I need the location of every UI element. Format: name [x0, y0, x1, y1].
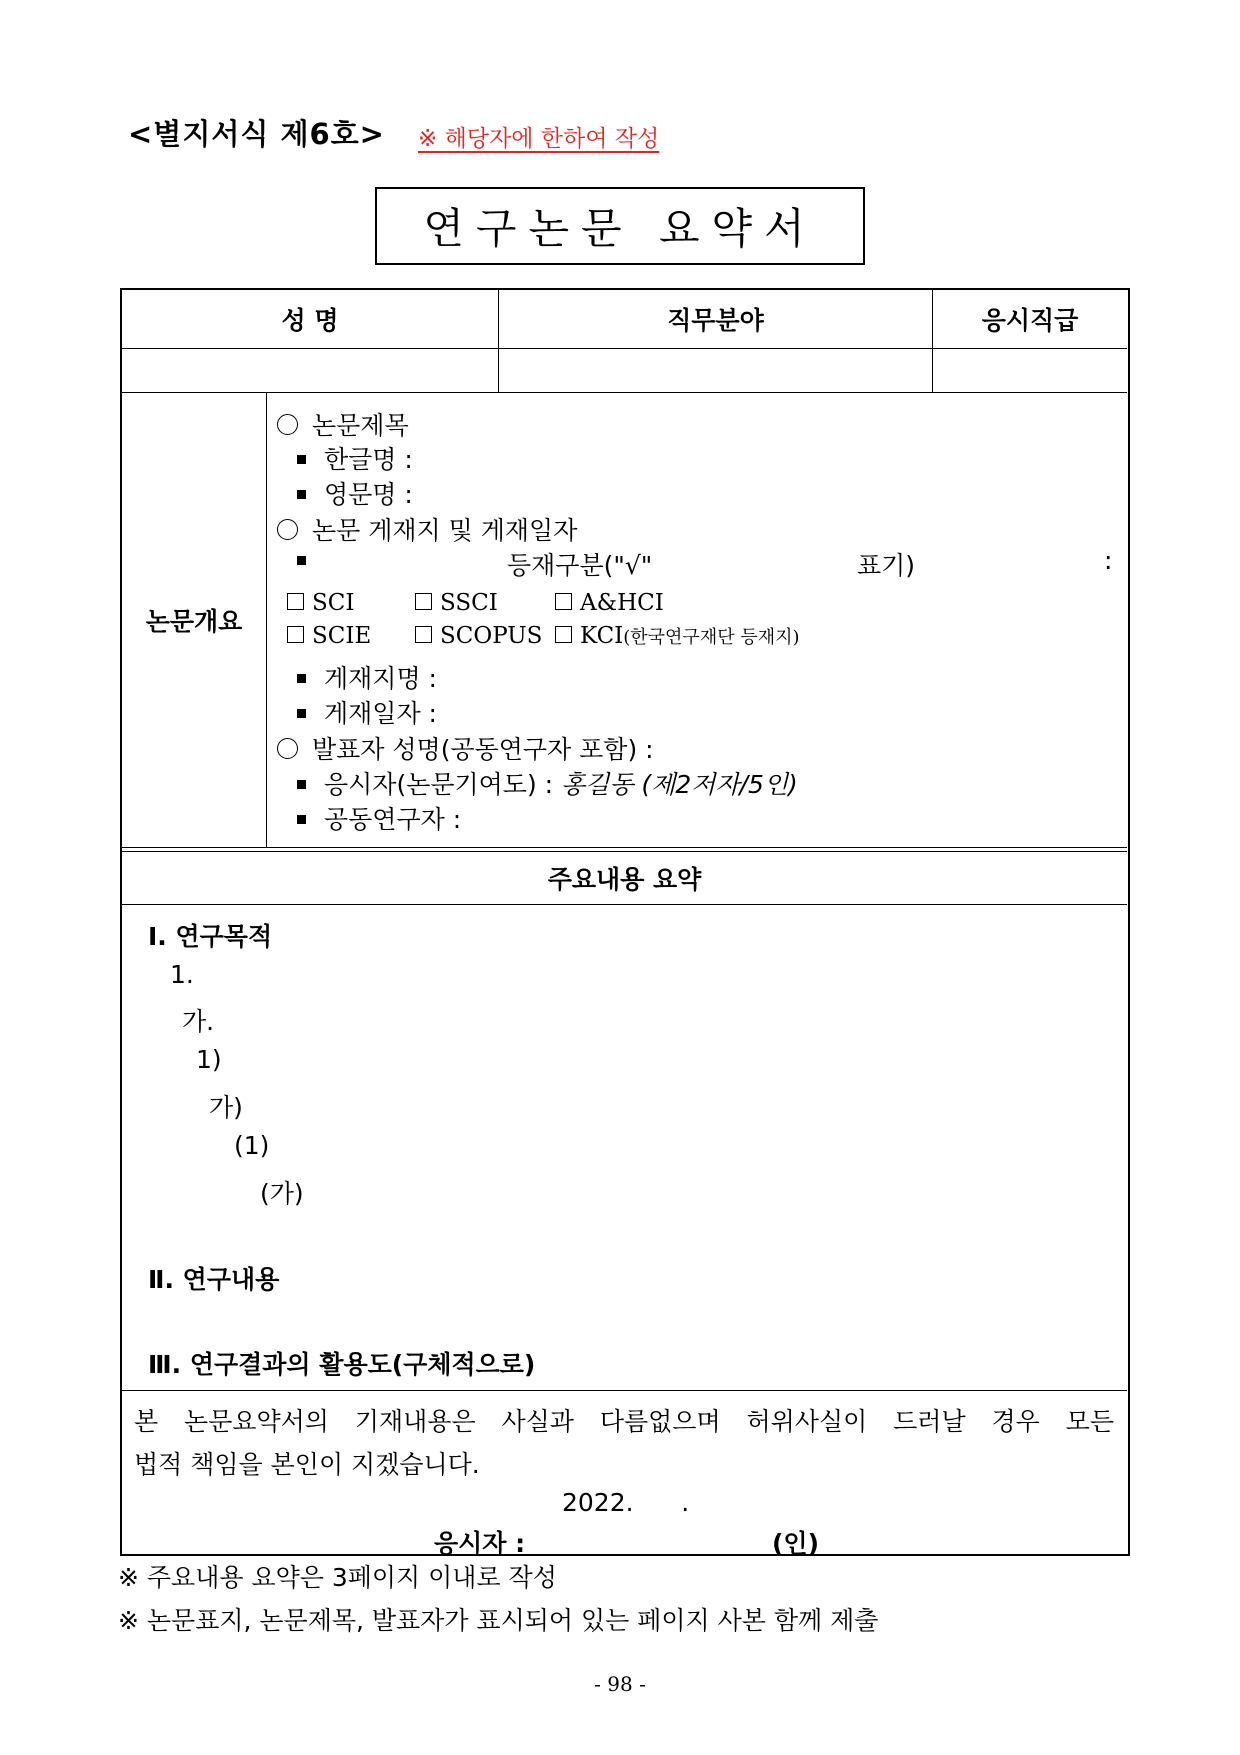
checkbox-scopus[interactable]: SCOPUS — [415, 623, 542, 649]
checkbox-icon — [415, 593, 432, 610]
rule-overview-bottom-a — [122, 847, 1127, 848]
summary-heading: 주요내용 요약 — [547, 865, 702, 894]
category-colon: : — [1104, 546, 1113, 575]
section-purpose: Ⅰ. 연구목적 — [148, 922, 273, 951]
form-number-label: <별지서식 제6호> — [128, 117, 385, 151]
square-bullet-icon — [297, 674, 306, 683]
name-input-cell[interactable] — [122, 349, 498, 392]
journal-name-item[interactable]: 게재지명 : — [297, 659, 437, 695]
square-bullet-icon — [297, 780, 306, 789]
declaration-date[interactable]: 2022. . — [562, 1488, 690, 1517]
header-name: 성 명 — [281, 306, 339, 335]
checkbox-icon — [555, 626, 572, 643]
declaration-line-1: 본 논문요약서의 기재내용은 사실과 다름없으며 허위사실이 드러날 경우 모든 — [134, 1407, 1114, 1436]
outline-level-2[interactable]: 가. — [182, 1007, 215, 1036]
category-label: 등재구분("√" — [507, 551, 653, 580]
english-title-item[interactable]: 영문명 : — [297, 475, 413, 511]
applicant-example: 홍길동 (제2저자/5인) — [561, 770, 798, 799]
rule-summary-head-bottom — [122, 904, 1127, 905]
checkbox-ssci[interactable]: SSCI — [415, 590, 498, 616]
outline-level-4[interactable]: 가) — [209, 1093, 243, 1122]
presenters-item: 발표자 성명(공동연구자 포함) : — [277, 730, 654, 766]
category-suffix: 표기) — [857, 551, 916, 580]
header-grade: 응시직급 — [981, 306, 1079, 335]
section-utilization: Ⅲ. 연구결과의 활용도(구체적으로) — [148, 1350, 536, 1379]
square-bullet-icon — [297, 815, 306, 824]
page-number: - 98 - — [594, 1672, 646, 1696]
rule-input-bottom — [122, 392, 1127, 393]
outline-level-5[interactable]: (1) — [234, 1131, 270, 1160]
square-bullet-icon — [297, 490, 306, 499]
form-table — [120, 288, 1130, 1556]
applicability-note: ※ 해당자에 한하여 작성 — [418, 126, 660, 152]
rule-overview-label — [266, 392, 267, 847]
checkbox-icon — [415, 626, 432, 643]
checkbox-scie[interactable]: SCIE — [287, 623, 371, 649]
applicant-contribution-item[interactable]: 응시자(논문기여도) : 홍길동 (제2저자/5인) — [297, 765, 798, 801]
pub-date-item[interactable]: 게재일자 : — [297, 694, 437, 730]
korean-title-item[interactable]: 한글명 : — [297, 440, 413, 476]
footnote-submit-copies: ※ 논문표지, 논문제목, 발표자가 표시되어 있는 페이지 사본 함께 제출 — [118, 1606, 879, 1635]
declaration-line-2: 법적 책임을 본인이 지겠습니다. — [134, 1450, 480, 1479]
outline-level-1[interactable]: 1. — [170, 960, 194, 989]
square-bullet-icon — [297, 556, 306, 565]
paper-title-item: 논문제목 — [277, 406, 409, 442]
circle-bullet-icon — [277, 519, 298, 540]
checkbox-icon — [287, 593, 304, 610]
outline-level-6[interactable]: (가) — [260, 1179, 304, 1208]
checkbox-icon — [555, 593, 572, 610]
applicant-signature-field[interactable] — [542, 1524, 762, 1554]
circle-bullet-icon — [277, 414, 298, 435]
header-field: 직무분야 — [667, 306, 764, 335]
document-title: 연구논문 요약서 — [375, 187, 865, 265]
publication-item: 논문 게재지 및 게재일자 — [277, 511, 577, 547]
square-bullet-icon — [297, 709, 306, 718]
footnote-page-limit: ※ 주요내용 요약은 3페이지 이내로 작성 — [118, 1563, 557, 1592]
co-researchers-item[interactable]: 공동연구자 : — [297, 800, 461, 836]
grade-input-cell[interactable] — [933, 349, 1127, 392]
applicant-signature-label: 응시자 : — [434, 1529, 526, 1558]
rule-summary-bottom — [122, 1390, 1127, 1391]
checkbox-kci[interactable]: KCI(한국연구재단 등재지) — [555, 623, 800, 649]
overview-label: 논문개요 — [145, 607, 243, 636]
checkbox-icon — [287, 626, 304, 643]
section-content: Ⅱ. 연구내용 — [148, 1265, 280, 1294]
checkbox-sci[interactable]: SCI — [287, 590, 354, 616]
category-item — [297, 546, 324, 575]
square-bullet-icon — [297, 455, 306, 464]
circle-bullet-icon — [277, 738, 298, 759]
checkbox-ahci[interactable]: A&HCI — [555, 590, 664, 616]
field-input-cell[interactable] — [499, 349, 932, 392]
outline-level-3[interactable]: 1) — [196, 1045, 222, 1074]
seal-mark: (인) — [772, 1529, 820, 1558]
